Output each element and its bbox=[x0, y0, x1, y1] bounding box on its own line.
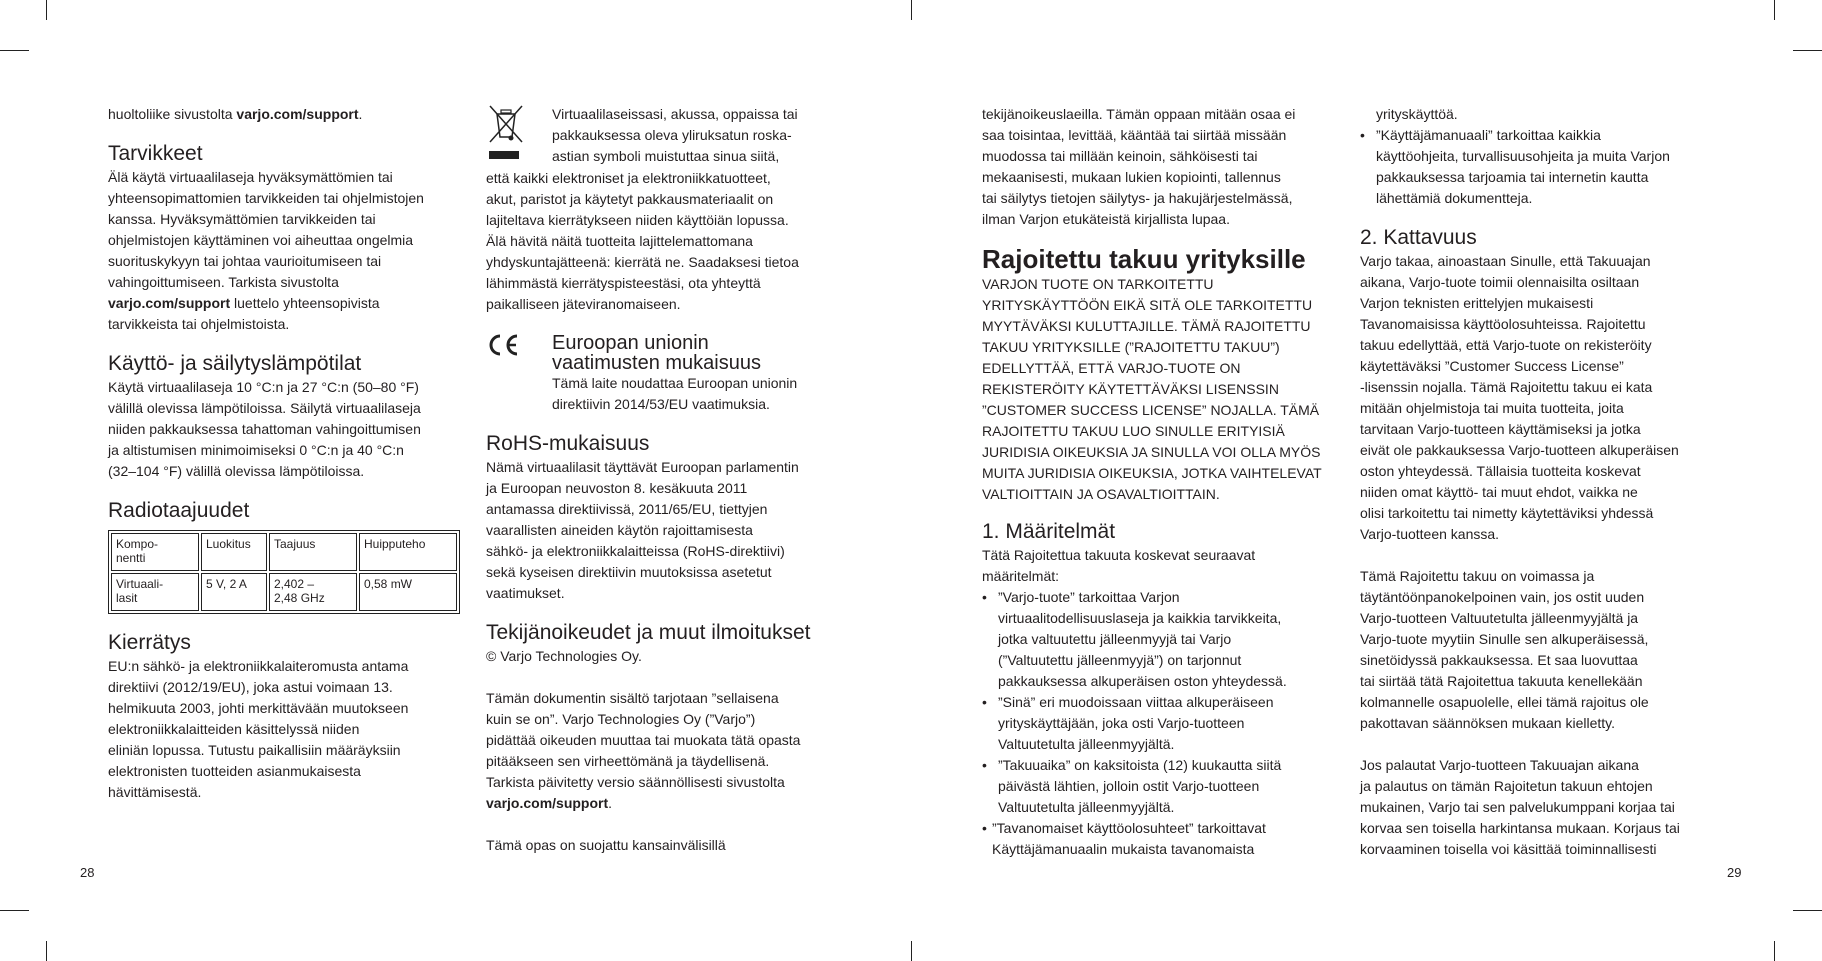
list-item-continued: yrityskäyttöä. bbox=[1376, 106, 1458, 122]
heading-eu-compliance: Euroopan unionin vaatimusten mukaisuus bbox=[552, 332, 761, 374]
crop-mark bbox=[1793, 910, 1822, 911]
column-3 bbox=[982, 104, 1362, 860]
list-item-text: ”Sinä” eri muodoissaan viittaa alkuperäiseen yrityskäyttäjään, joka osti Varjo-tuotteen Valtuutetulta jälleenmyyjältä. bbox=[998, 694, 1274, 752]
definitions-intro: Tätä Rajoitettua takuuta koskevat seuraavat määritelmät: bbox=[982, 547, 1256, 584]
bullet-icon: • bbox=[1360, 127, 1365, 143]
crop-mark bbox=[1774, 0, 1775, 20]
list-item-text: ”Takuuaika” on kaksitoista (12) kuukautta siitä päivästä lähtien, jolloin ostit Varjo-tuotteen Valtuutetulta jälleenmyyjältä. bbox=[998, 757, 1282, 815]
column-1 bbox=[108, 104, 470, 803]
weee-body: että kaikki elektroniset ja elektroniikkatuotteet, akut, paristot ja käytetyt pakkausmateriaalit on lajiteltava kierrätykseen niiden käyttöiän lopussa. Älä hävitä näitä tuotteita lajittelemattomana yhdyskuntajätteenä: kierrätä ne. Saadaksesi tietoa lähimmästä kierrätyspisteestäsi, ota yhteyttä paikalliseen jäteviranomaiseen. bbox=[486, 170, 799, 312]
heading-temperatures: Käyttö- ja säilytyslämpötilat bbox=[108, 352, 362, 375]
copyright-line: © Varjo Technologies Oy. bbox=[486, 648, 642, 664]
table-header-row bbox=[111, 533, 457, 571]
rohs-body: Nämä virtuaalilasit täyttävät Euroopan parlamentin ja Euroopan neuvoston 8. kesäkuuta 2011 antamassa direktiivissä, 2011/65/EU, tiettyjen vaarallisten aineiden käytön rajoittamisesta sähkö- ja elektroniikkalaitteissa (RoHS-direktiivi) sekä kyseisen direktiivin muutoksissa asetetut vaatimukset. bbox=[486, 459, 799, 601]
heading-definitions: 1. Määritelmät bbox=[982, 520, 1116, 543]
crossed-bin-icon bbox=[486, 104, 552, 168]
crop-mark bbox=[911, 0, 912, 20]
list-item-text: ”Käyttäjämanuaali” tarkoittaa kaikkia käyttöohjeita, turvallisuusohjeita ja muita Varjon pakkauksessa tarjoamia tai internetin kautta lähettämiä dokumentteja. bbox=[1376, 127, 1670, 206]
support-link[interactable]: varjo.com/support bbox=[236, 106, 359, 122]
support-link[interactable]: varjo.com/support bbox=[486, 795, 609, 811]
heading-limited-warranty: Rajoitettu takuu yrityksille bbox=[982, 244, 1306, 274]
bullet-icon: • bbox=[982, 757, 987, 773]
crop-mark bbox=[0, 910, 29, 911]
heading-tarvikkeet: Tarvikkeet bbox=[108, 142, 203, 165]
temperatures-body: Käytä virtuaalilaseja 10 °C:n ja 27 °C:n (50–80 °F) välillä olevissa lämpötiloissa. Säilytä virtuaalilaseja niiden pakkauksessa tahattoman vahingoittumisen ja altistumisen minimoimiseksi 0 °C:n ja 40 °C:n (32–104 °F) välillä olevissa lämpötiloissa. bbox=[108, 379, 421, 479]
crop-mark bbox=[46, 0, 47, 20]
crop-mark bbox=[1793, 50, 1822, 51]
definitions-list bbox=[982, 587, 1362, 860]
text: huoltoliike sivustolta bbox=[108, 106, 237, 122]
list-item-text: ”Tavanomaiset käyttöolosuhteet” tarkoittavat Käyttäjämanuaalin mukaista tavanomaista bbox=[992, 820, 1266, 857]
table-cell: 5 V, 2 A bbox=[201, 573, 267, 611]
text: luettelo yhteensopivista tarvikkeista tai ohjelmistoista. bbox=[108, 295, 380, 332]
table-cell: 0,58 mW bbox=[359, 573, 457, 611]
heading-copyright: Tekijänoikeudet ja muut ilmoitukset bbox=[486, 621, 811, 644]
copyright-last: Tämä opas on suojattu kansainvälisillä bbox=[486, 837, 726, 853]
bullet-icon: • bbox=[982, 589, 987, 605]
table-row bbox=[111, 573, 457, 611]
list-item bbox=[982, 692, 1362, 755]
text: . bbox=[608, 795, 613, 811]
radio-table bbox=[108, 530, 460, 614]
bullet-icon: • bbox=[982, 820, 987, 836]
heading-rohs: RoHS-mukaisuus bbox=[486, 432, 650, 455]
column-4 bbox=[1360, 104, 1740, 860]
list-item bbox=[1360, 125, 1740, 209]
weee-block bbox=[486, 104, 866, 168]
crop-mark bbox=[46, 941, 47, 961]
ce-block bbox=[486, 333, 866, 415]
coverage-paragraph-2: Tämä Rajoitettu takuu on voimassa ja täytäntöönpanokelpoinen vain, jos ostit uuden Varjo-tuotteen Valtuutetulta jälleenmyyjältä ja Varjo-tuote myytiin Sinulle sen alkuperäisessä, sinetöidyssä pakkauksessa. Et saa luovuttaa tai siirtää tätä Rajoitettua takuuta kenellekään kolmannelle osapuolelle, ellei tämä rajoitus ole pakottavan säännöksen mukaan kielletty. bbox=[1360, 568, 1649, 731]
list-item-text: ”Varjo-tuote” tarkoittaa Varjon virtuaalitodellisuuslaseja ja kaikkia tarvikkeita, jotka valtuutettu jälleenmyyjä tai Varjo (”Valtuutettu jälleenmyyjä”) on tarjonnut pakkauksessa alkuperäisen oston yhteydessä. bbox=[998, 589, 1287, 689]
heading-radio: Radiotaajuudet bbox=[108, 499, 250, 522]
bullet-icon: • bbox=[982, 694, 987, 710]
page-number-right: 29 bbox=[1727, 865, 1742, 880]
warranty-caps-text: VARJON TUOTE ON TARKOITETTU YRITYSKÄYTTÖÖN EIKÄ SITÄ OLE TARKOITETTU MYYTÄVÄKSI KULUTTAJILLE. TÄMÄ RAJOITETTU TAKUU YRITYKSILLE (”RAJOITETTU TAKUU”) EDELLYTTÄÄ, ETTÄ VARJO-TUOTE ON REKISTERÖITY KÄYTETTÄVÄKSI LISENSSIN ”CUSTOMER SUCCESS LICENSE” NOJALLA. TÄMÄ RAJOITETTU TAKUU LUO SINULLE ERITYISIÄ JURIDISIA OIKEUKSIA JA SINULLA VOI OLLA MYÖS MUITA JURIDISIA OIKEUKSIA, JOTKA VAIHTELEVAT VALTIOITTAIN JA OSAVALTIOITTAIN. bbox=[982, 276, 1322, 502]
text: Älä käytä virtuaalilaseja hyväksymättömien tai yhteensopimattomien tarvikkeiden tai ohjelmistojen kanssa. Hyväksymättömien tarvikkeiden tai ohjelmistojen käyttäminen voi aiheuttaa ongelmia suorituskykyyn tai johtaa vaurioitumiseen tai vahingoittumiseen. Tarkista sivustolta bbox=[108, 169, 424, 290]
table-header: Taajuus bbox=[269, 533, 357, 571]
text: Tämän dokumentin sisältö tarjotaan ”sellaisena kuin se on”. Varjo Technologies Oy (”Varjo”) pidättää oikeuden muuttaa tai muokata tätä opasta pitääkseen sen virheettömänä ja täydellisenä. Tarkista päivitetty versio säännöllisesti sivustolta bbox=[486, 690, 801, 790]
kierratys-body: EU:n sähkö- ja elektroniikkalaiteromusta antama direktiivi (2012/19/EU), joka astui voimaan 13. helmikuuta 2003, johti merkittävään muutokseen elektroniikkalaitteiden käsittelyssä niiden eliniän lopussa. Tutustu paikallisiin määräyksiin elektronisten tuotteiden asianmukaisesta hävittämisestä. bbox=[108, 658, 409, 800]
support-link[interactable]: varjo.com/support bbox=[108, 295, 231, 311]
text: . bbox=[358, 106, 363, 122]
table-cell: Virtuaali- lasit bbox=[111, 573, 199, 611]
table-cell: 2,402 – 2,48 GHz bbox=[269, 573, 357, 611]
list-item bbox=[982, 818, 1362, 860]
definitions-list-continued bbox=[1360, 125, 1740, 209]
crop-mark bbox=[1774, 941, 1775, 961]
list-item bbox=[982, 587, 1362, 692]
copyright-body bbox=[486, 688, 866, 814]
tarvikkeet-body bbox=[108, 167, 470, 335]
column-2 bbox=[486, 104, 866, 856]
heading-coverage: 2. Kattavuus bbox=[1360, 226, 1477, 249]
crop-mark bbox=[911, 941, 912, 961]
copyright-continued: tekijänoikeuslaeilla. Tämän oppaan mitään osaa ei saa toisintaa, levittää, kääntää tai siirtää missään muodossa tai millään keinoin, sähköisesti tai mekaanisesti, mukaan lukien kopiointi, tallennus tai säilytys tietojen säilytys- ja hakujärjestelmässä, ilman Varjon etukäteistä kirjallista lupaa. bbox=[982, 106, 1296, 227]
intro-text bbox=[108, 104, 470, 125]
list-item bbox=[982, 755, 1362, 818]
coverage-paragraph-1: Varjo takaa, ainoastaan Sinulle, että Takuuajan aikana, Varjo-tuote toimii olennaisilta osiltaan Varjon teknisten erittelyjen mukaisesti Tavanomaisissa käyttöolosuhteissa. Rajoitettu takuu edellyttää, että Varjo-tuote on rekisteröity käytettäväksi ”Customer Success License” -lisenssin nojalla. Tämä Rajoitettu takuu ei kata mitään ohjelmistoja tai muita tuotteita, joita tarvitaan Varjo-tuotteen käyttämiseksi ja jotka eivät ole pakkauksessa Varjo-tuotteen alkuperäisen oston yhteydessä. Tällaisia tuotteita koskevat niiden omat käyttö- tai muut ehdot, vaikka ne olisi tarkoitettu tai nimetty käytettäviksi yhdessä Varjo-tuotteen kanssa. bbox=[1360, 253, 1679, 542]
table-header: Huipputeho bbox=[359, 533, 457, 571]
eu-compliance-body: Tämä laite noudattaa Euroopan unionin direktiivin 2014/53/EU vaatimuksia. bbox=[552, 375, 798, 412]
weee-intro: Virtuaalilaseissasi, akussa, oppaissa tai pakkauksessa oleva yliruksatun roska- astian symboli muistuttaa sinua siitä, bbox=[552, 106, 798, 164]
heading-kierratys: Kierrätys bbox=[108, 631, 191, 654]
table-header: Kompo- nentti bbox=[111, 533, 199, 571]
coverage-paragraph-3: Jos palautat Varjo-tuotteen Takuuajan aikana ja palautus on tämän Rajoitetun takuun ehtojen mukainen, Varjo tai sen palvelukumppani korjaa tai korvaa sen toisella harkintansa mukaan. Korjaus tai korvaaminen toisella voi käsittää toiminnallisesti bbox=[1360, 757, 1680, 857]
crop-mark bbox=[0, 50, 29, 51]
page-number-left: 28 bbox=[80, 865, 95, 880]
ce-mark-icon bbox=[486, 333, 552, 415]
table-header: Luokitus bbox=[201, 533, 267, 571]
